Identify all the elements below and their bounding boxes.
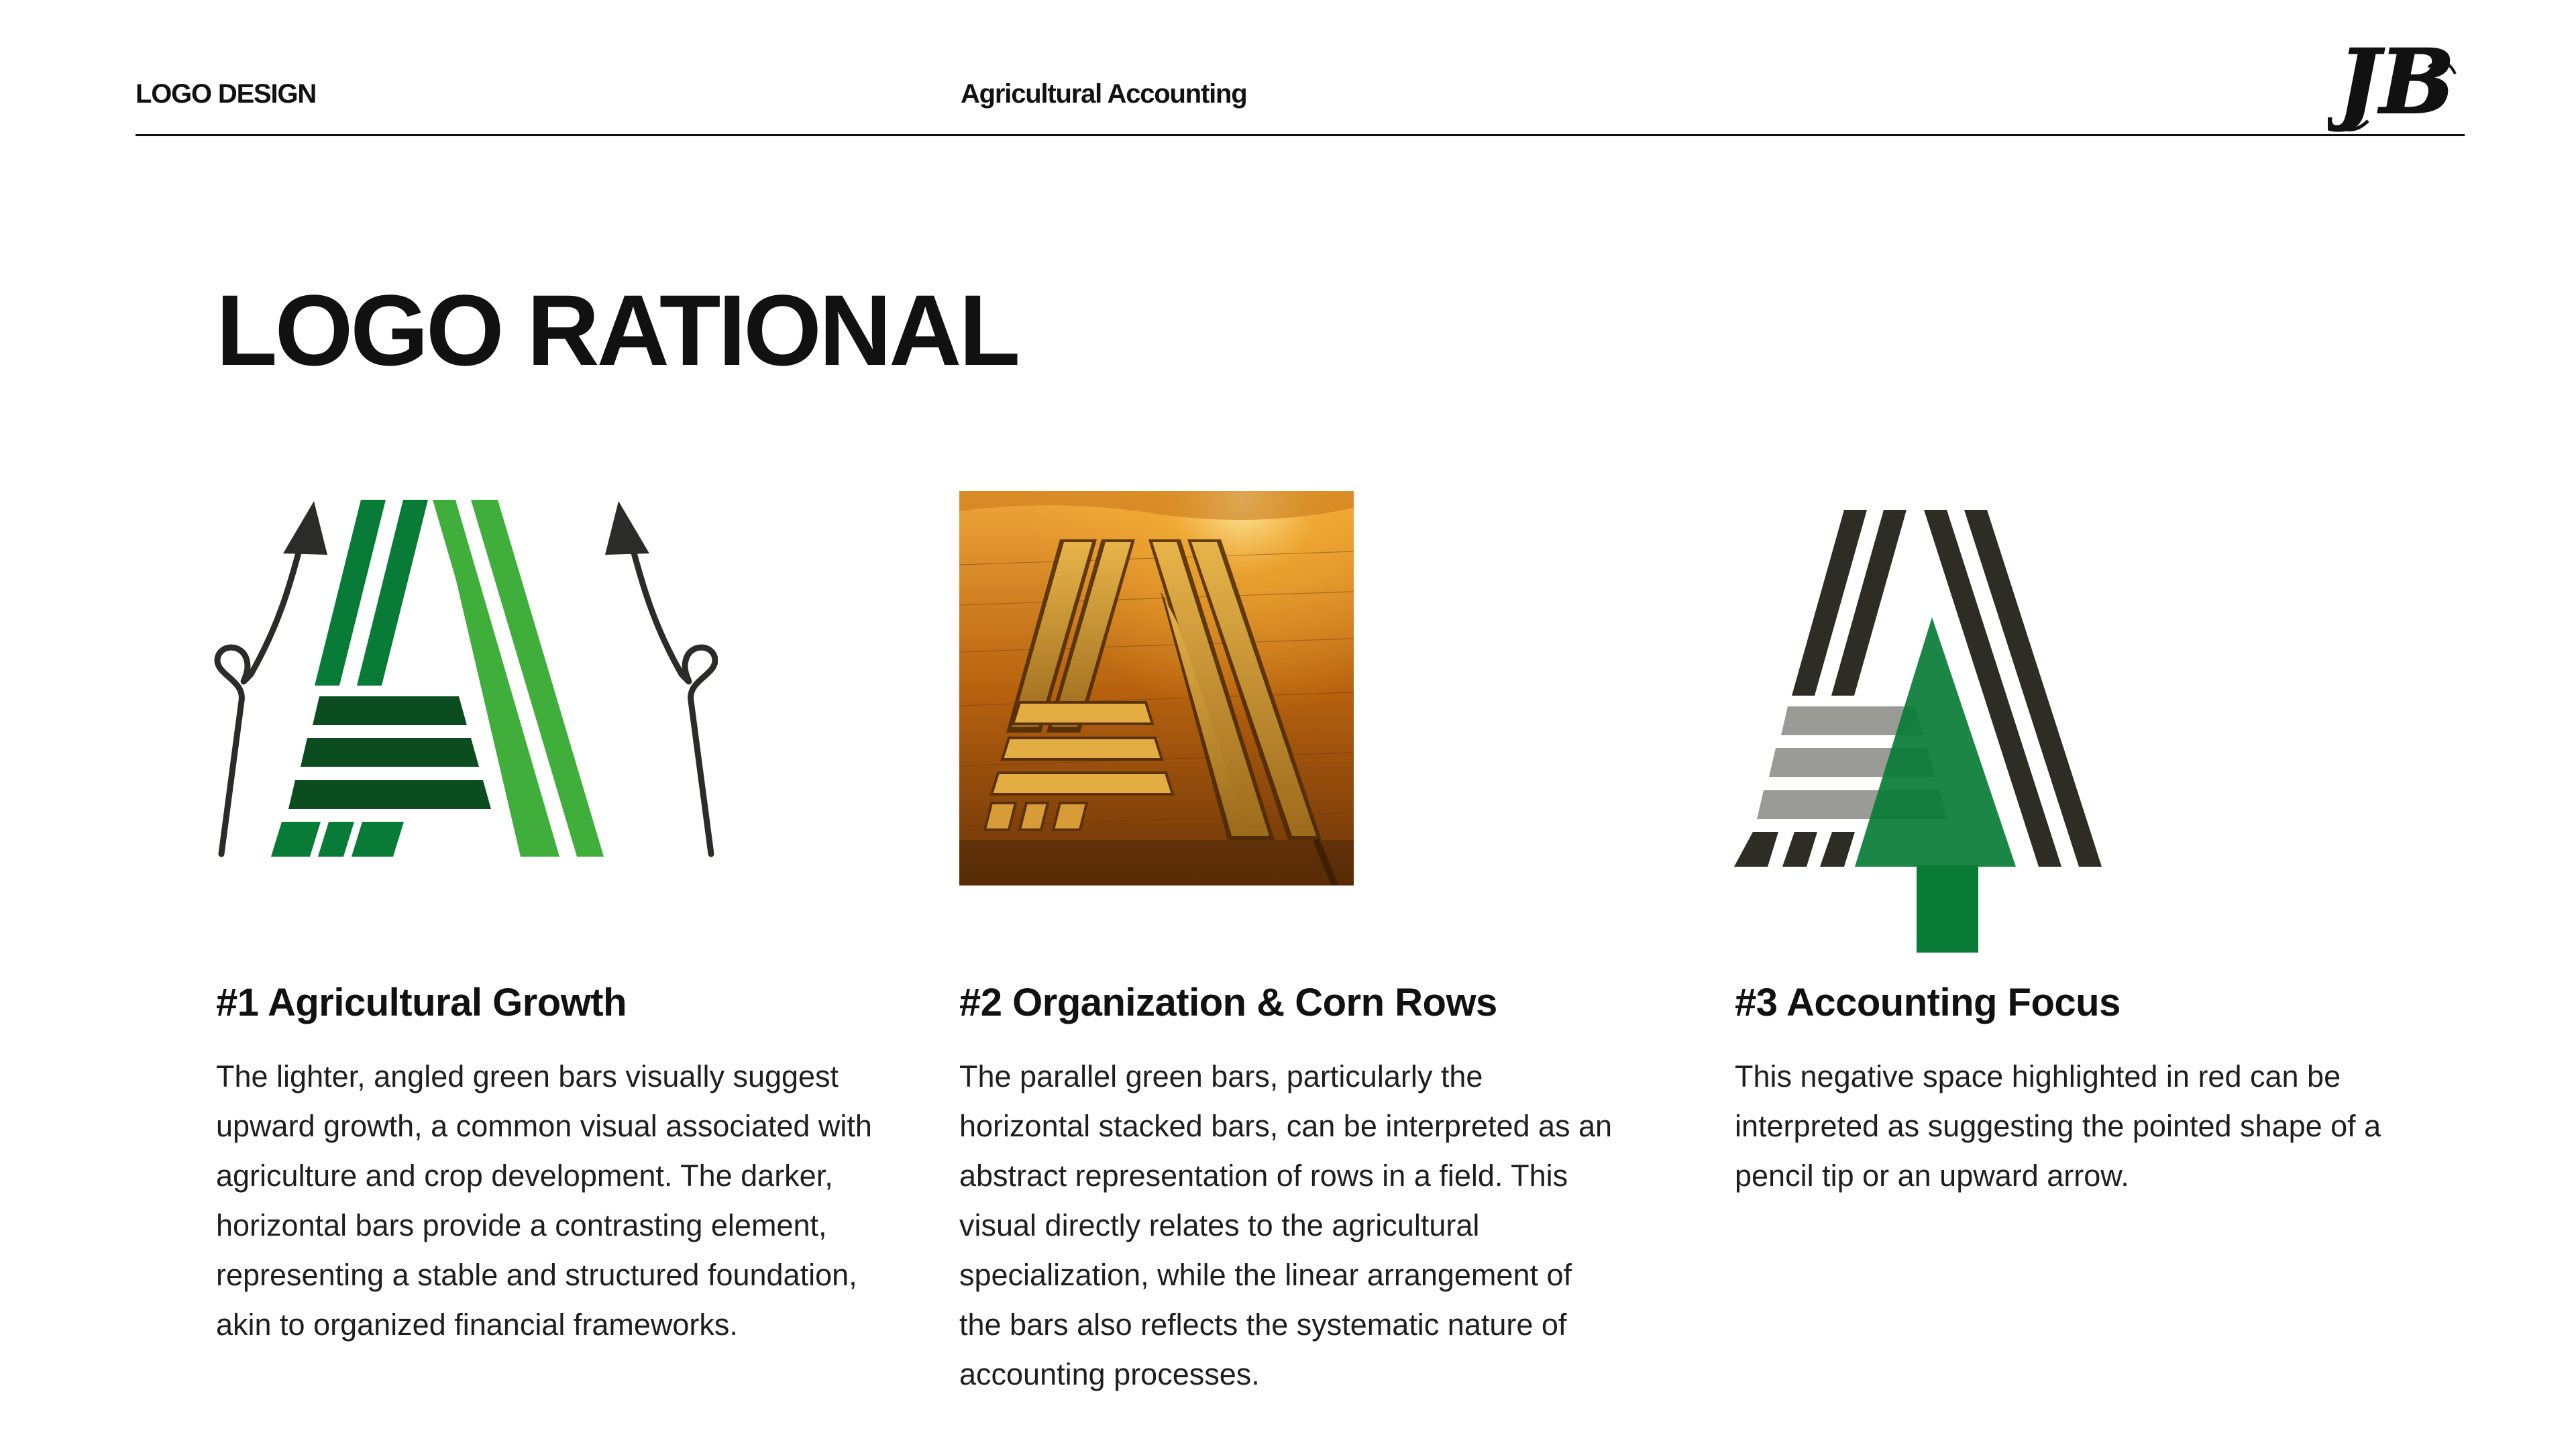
logo-accounting-figure [1734,510,2130,953]
page-title: LOGO RATIONAL [216,274,1018,386]
card-body: The lighter, angled green bars visually suggest upward growth, a common visual associated with agriculture and crop development. The darker, horizontal bars provide a contrasting element, representing a stable and structured foundation, akin to organized financial frameworks. [216,1059,872,1342]
card-body: This negative space highlighted in red can be interpreted as suggesting the pointed shape of a pencil tip or an upward arrow. [1735,1059,2381,1193]
card-body: The parallel green bars, particularly the horizontal stacked bars, can be interpreted as an abstract representation of rows in a field. This visual directly relates to the agricultural specialization, while the linear arrangement of the bars also reflects the systematic nature of accounting processes. [959,1059,1613,1391]
right-growth-arrow [631,540,715,854]
header-divider [136,134,2465,136]
logo-growth-figure [208,500,718,869]
right-arrowhead [605,501,649,555]
dark-left-strokes [315,500,428,686]
charcoal-legs [1734,832,1855,867]
monogram-text: JB [2337,30,2455,134]
jb-monogram-logo [2328,27,2465,134]
card-heading: #3 Accounting Focus [1735,981,2121,1024]
section-label: LOGO DESIGN [136,79,317,109]
base-legs [271,822,404,857]
rationale-card-organization [959,973,1617,1399]
card-heading: #1 Agricultural Growth [216,981,627,1024]
project-title: Agricultural Accounting [961,79,1247,109]
rationale-card-growth [216,973,914,1350]
card-heading: #2 Organization & Corn Rows [959,981,1497,1024]
left-arrowhead [283,501,327,555]
horizontal-foundation-bars [288,696,491,809]
aerial-field-photo [959,491,1354,885]
rationale-card-accounting [1735,973,2432,1201]
